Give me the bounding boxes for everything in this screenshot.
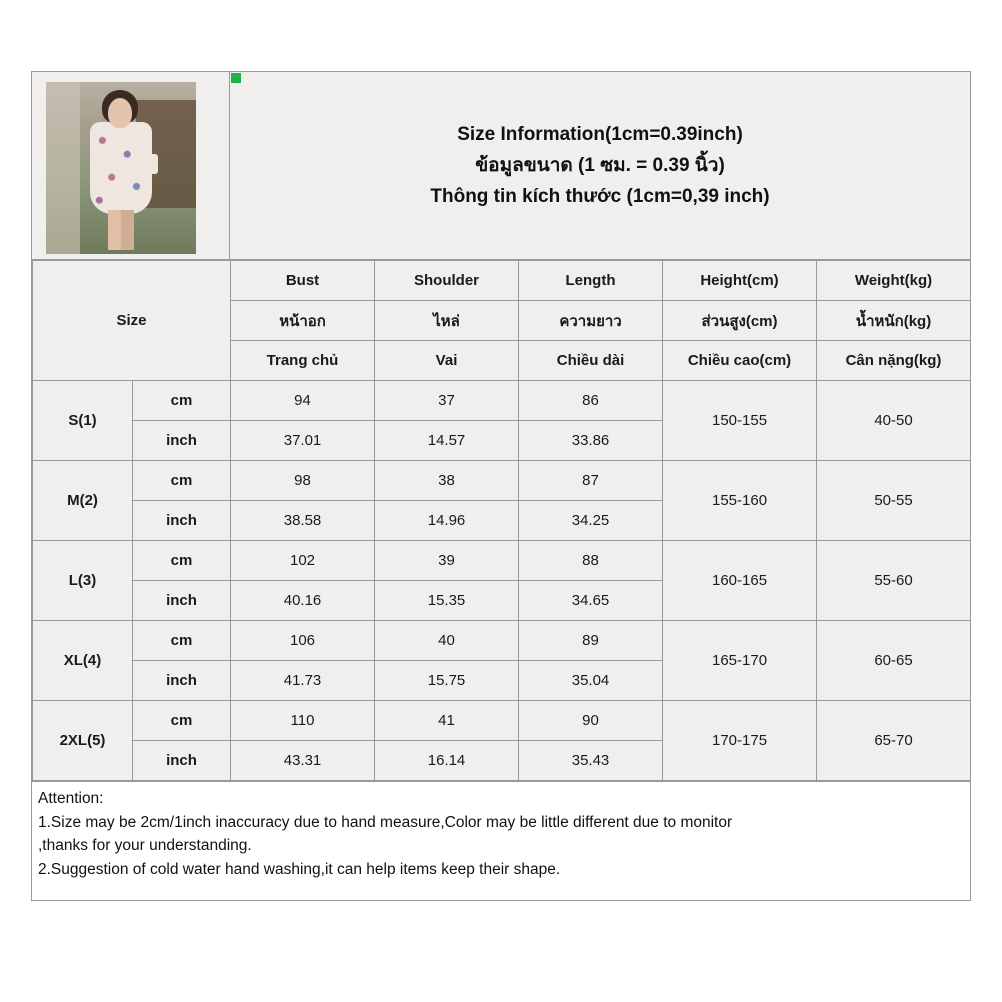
cell-bust-cm: 94 xyxy=(231,381,375,421)
cell-length-cm: 90 xyxy=(519,701,663,741)
product-photo xyxy=(46,82,196,254)
cell-length-cm: 89 xyxy=(519,621,663,661)
cell-bust-inch: 40.16 xyxy=(231,581,375,621)
cell-length-inch: 35.43 xyxy=(519,741,663,781)
col-header-height-th: ส่วนสูง(cm) xyxy=(663,301,817,341)
col-header-shoulder-th: ไหล่ xyxy=(375,301,519,341)
col-header-shoulder-vi: Vai xyxy=(375,341,519,381)
cell-length-inch: 34.65 xyxy=(519,581,663,621)
table-row xyxy=(33,701,971,741)
row-size-label: 2XL(5) xyxy=(33,701,133,781)
cell-length-inch: 33.86 xyxy=(519,421,663,461)
cell-shoulder-cm: 37 xyxy=(375,381,519,421)
cell-height-range: 155-160 xyxy=(663,461,817,541)
col-header-bust-vi: Trang chủ xyxy=(231,341,375,381)
row-size-label: L(3) xyxy=(33,541,133,621)
col-header-shoulder-en: Shoulder xyxy=(375,261,519,301)
row-size-label: S(1) xyxy=(33,381,133,461)
cell-height-range: 165-170 xyxy=(663,621,817,701)
table-row xyxy=(33,461,971,501)
cell-length-cm: 88 xyxy=(519,541,663,581)
row-unit-inch: inch xyxy=(133,581,231,621)
chart-header xyxy=(32,72,970,260)
cell-shoulder-cm: 38 xyxy=(375,461,519,501)
row-unit-cm: cm xyxy=(133,541,231,581)
attention-line-3: 2.Suggestion of cold water hand washing,it can help items keep their shape. xyxy=(38,860,561,878)
table-row xyxy=(33,541,971,581)
row-unit-cm: cm xyxy=(133,381,231,421)
attention-line-2: ,thanks for your understanding. xyxy=(38,837,252,854)
cell-bust-cm: 110 xyxy=(231,701,375,741)
row-unit-inch: inch xyxy=(133,501,231,541)
col-header-length-vi: Chiều dài xyxy=(519,341,663,381)
cell-shoulder-cm: 41 xyxy=(375,701,519,741)
col-header-height-vi: Chiều cao(cm) xyxy=(663,341,817,381)
cell-weight-range: 40-50 xyxy=(817,381,971,461)
cell-shoulder-inch: 14.96 xyxy=(375,501,519,541)
title-line-th: ข้อมูลขนาด (1 ซม. = 0.39 นิ้ว) xyxy=(475,155,725,176)
row-unit-inch: inch xyxy=(133,741,231,781)
cell-length-cm: 87 xyxy=(519,461,663,501)
table-row xyxy=(33,621,971,661)
col-header-length-th: ความยาว xyxy=(519,301,663,341)
cell-bust-cm: 98 xyxy=(231,461,375,501)
product-photo-cell xyxy=(32,72,230,259)
cell-weight-range: 65-70 xyxy=(817,701,971,781)
cell-shoulder-inch: 16.14 xyxy=(375,741,519,781)
attention-block xyxy=(32,781,970,885)
cell-bust-inch: 37.01 xyxy=(231,421,375,461)
row-unit-cm: cm xyxy=(133,621,231,661)
row-unit-inch: inch xyxy=(133,421,231,461)
cell-height-range: 150-155 xyxy=(663,381,817,461)
cell-height-range: 170-175 xyxy=(663,701,817,781)
cell-shoulder-cm: 39 xyxy=(375,541,519,581)
row-size-label: XL(4) xyxy=(33,621,133,701)
row-unit-inch: inch xyxy=(133,661,231,701)
cell-height-range: 160-165 xyxy=(663,541,817,621)
title-cell xyxy=(230,72,970,259)
legs-shape xyxy=(108,210,134,250)
handbag-shape xyxy=(142,154,158,174)
cell-shoulder-inch: 15.75 xyxy=(375,661,519,701)
size-chart xyxy=(31,71,971,901)
measurements-table xyxy=(32,260,971,781)
cell-weight-range: 60-65 xyxy=(817,621,971,701)
title-line-en: Size Information(1cm=0.39inch) xyxy=(457,124,743,145)
cell-length-cm: 86 xyxy=(519,381,663,421)
cell-bust-cm: 102 xyxy=(231,541,375,581)
table-row xyxy=(33,381,971,421)
cell-length-inch: 34.25 xyxy=(519,501,663,541)
cell-length-inch: 35.04 xyxy=(519,661,663,701)
photo-bg-left xyxy=(46,82,80,254)
cell-bust-inch: 43.31 xyxy=(231,741,375,781)
row-unit-cm: cm xyxy=(133,701,231,741)
cell-shoulder-inch: 15.35 xyxy=(375,581,519,621)
col-header-height-en: Height(cm) xyxy=(663,261,817,301)
row-unit-cm: cm xyxy=(133,461,231,501)
table-header-row-en xyxy=(33,261,971,301)
cell-shoulder-cm: 40 xyxy=(375,621,519,661)
cell-bust-inch: 41.73 xyxy=(231,661,375,701)
col-header-length-en: Length xyxy=(519,261,663,301)
col-header-weight-th: น้ำหนัก(kg) xyxy=(817,301,971,341)
col-header-bust-en: Bust xyxy=(231,261,375,301)
col-header-bust-th: หน้าอก xyxy=(231,301,375,341)
head-shape xyxy=(108,98,132,128)
cell-weight-range: 55-60 xyxy=(817,541,971,621)
size-header-cell: Size xyxy=(33,261,231,381)
cell-shoulder-inch: 14.57 xyxy=(375,421,519,461)
col-header-weight-en: Weight(kg) xyxy=(817,261,971,301)
cell-weight-range: 50-55 xyxy=(817,461,971,541)
row-size-label: M(2) xyxy=(33,461,133,541)
green-marker-icon xyxy=(231,73,241,83)
cell-bust-inch: 38.58 xyxy=(231,501,375,541)
attention-line-1: 1.Size may be 2cm/1inch inaccuracy due to hand measure,Color may be little different due to monitor xyxy=(38,813,733,831)
col-header-weight-vi: Cân nặng(kg) xyxy=(817,341,971,381)
cell-bust-cm: 106 xyxy=(231,621,375,661)
title-line-vi: Thông tin kích thước (1cm=0,39 inch) xyxy=(430,186,770,207)
attention-title: Attention: xyxy=(38,790,104,807)
